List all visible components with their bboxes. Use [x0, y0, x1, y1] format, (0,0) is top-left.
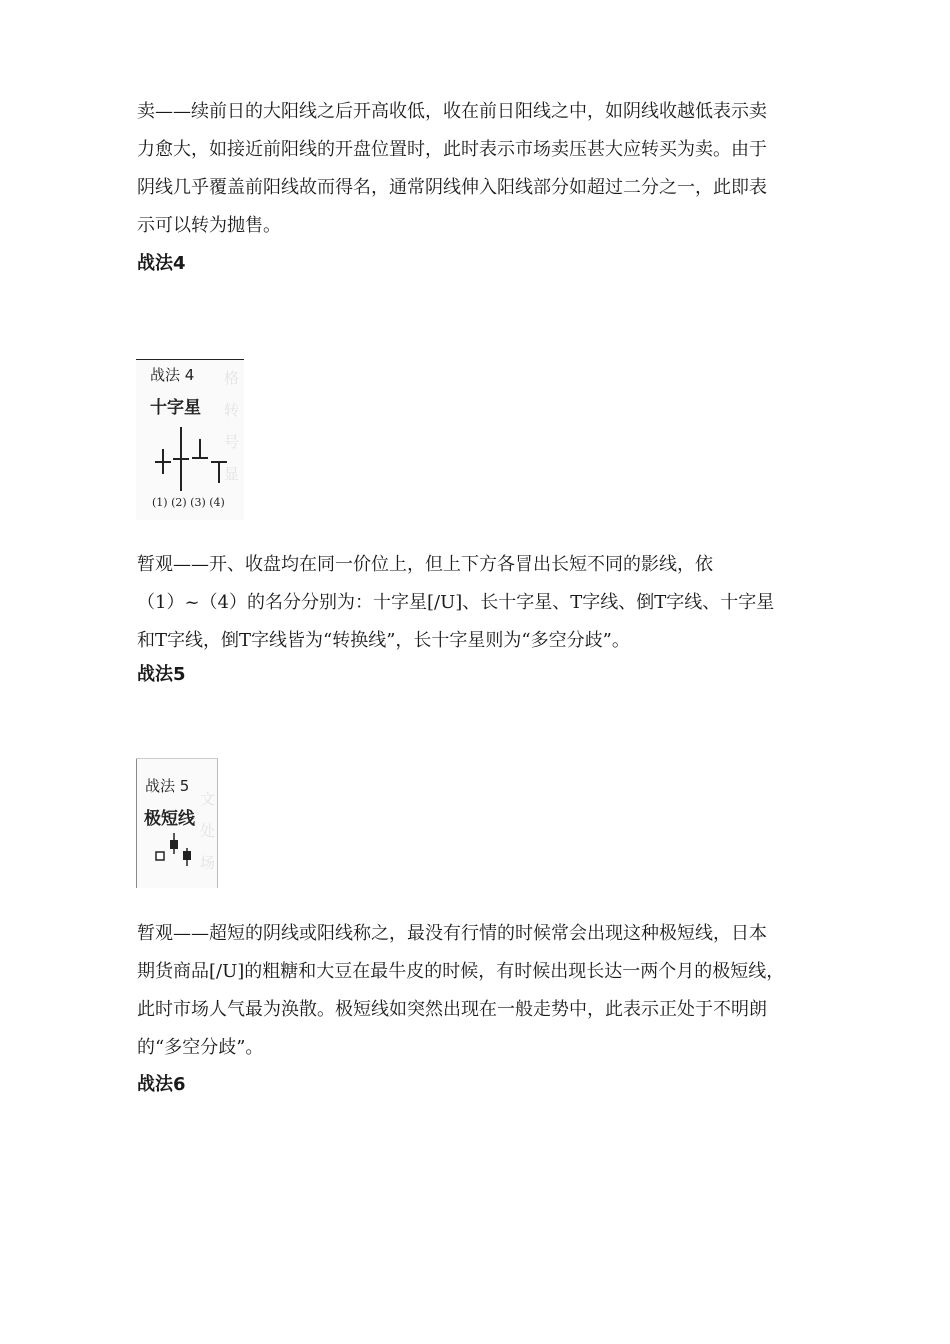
- candle-small-white: [156, 852, 164, 860]
- paragraph-engulfing: [137, 93, 827, 245]
- faded-background-text: 格: [224, 369, 240, 387]
- candle-doji: [155, 449, 171, 474]
- heading-strategy-4: 战法4: [137, 253, 186, 274]
- text-line: 期货商品[/U]的粗糖和大豆在最牛皮的时候，有时候出现长达一两个月的极短线，: [137, 961, 785, 982]
- figure-name: 极短线: [144, 809, 195, 829]
- figure-name: 十字星: [150, 398, 201, 418]
- candle-gravestone-doji: [211, 462, 227, 483]
- paragraph-short-line: [137, 915, 827, 1067]
- text-line: （1）~（4）的名分分别为：十字星[/U]、长十字星、T字线、倒T字线、十字星: [137, 592, 775, 613]
- candle-small-black-2: [183, 848, 191, 866]
- figure-label: 战法 5: [145, 777, 190, 795]
- text-line: 暂观——超短的阴线或阳线称之，最没有行情的时候常会出现这种极短线，日本: [137, 923, 767, 944]
- candle-number-labels: (1) (2) (3) (4): [152, 496, 225, 509]
- heading-strategy-5: 战法5: [137, 664, 186, 685]
- text-line: 此时市场人气最为涣散。极短线如突然出现在一般走势中，此表示正处于不明朗: [137, 999, 767, 1020]
- faded-background-text: 显: [224, 465, 240, 483]
- figure-short-candles: [136, 758, 218, 888]
- candle-dragonfly-doji: [192, 439, 208, 458]
- text-line: 示可以转为抛售。: [137, 215, 281, 236]
- text-line: 力愈大，如接近前阳线的开盘位置时，此时表示市场卖压甚大应转买为卖。由于: [137, 139, 767, 160]
- short-candles-svg: [136, 758, 218, 888]
- text-line: 阴线几乎覆盖前阳线故而得名，通常阴线伸入阳线部分如超过二分之一，此即表: [137, 177, 767, 198]
- faded-background-text: 转: [224, 401, 240, 419]
- text-line: 卖——续前日的大阳线之后开高收低，收在前日阳线之中，如阴线收越低表示卖: [137, 101, 767, 122]
- text-line: 和T字线，倒T字线皆为“转换线”，长十字星则为“多空分歧”。: [137, 630, 630, 651]
- figure-doji: [136, 359, 244, 520]
- faded-background-text: 文: [200, 790, 216, 808]
- faded-background-text: 号: [224, 433, 240, 451]
- faded-background-text: 处: [200, 822, 216, 840]
- heading-strategy-6: 战法6: [137, 1074, 186, 1095]
- figure-label: 战法 4: [150, 366, 195, 384]
- faded-background-text: 场: [200, 854, 216, 872]
- candle-long-legged-doji: [173, 427, 189, 491]
- text-line: 的“多空分歧”。: [137, 1037, 264, 1058]
- paragraph-doji: [137, 546, 827, 660]
- text-line: 暂观——开、收盘均在同一价位上，但上下方各冒出长短不同的影线，依: [137, 554, 713, 575]
- candle-small-black-1: [170, 833, 178, 854]
